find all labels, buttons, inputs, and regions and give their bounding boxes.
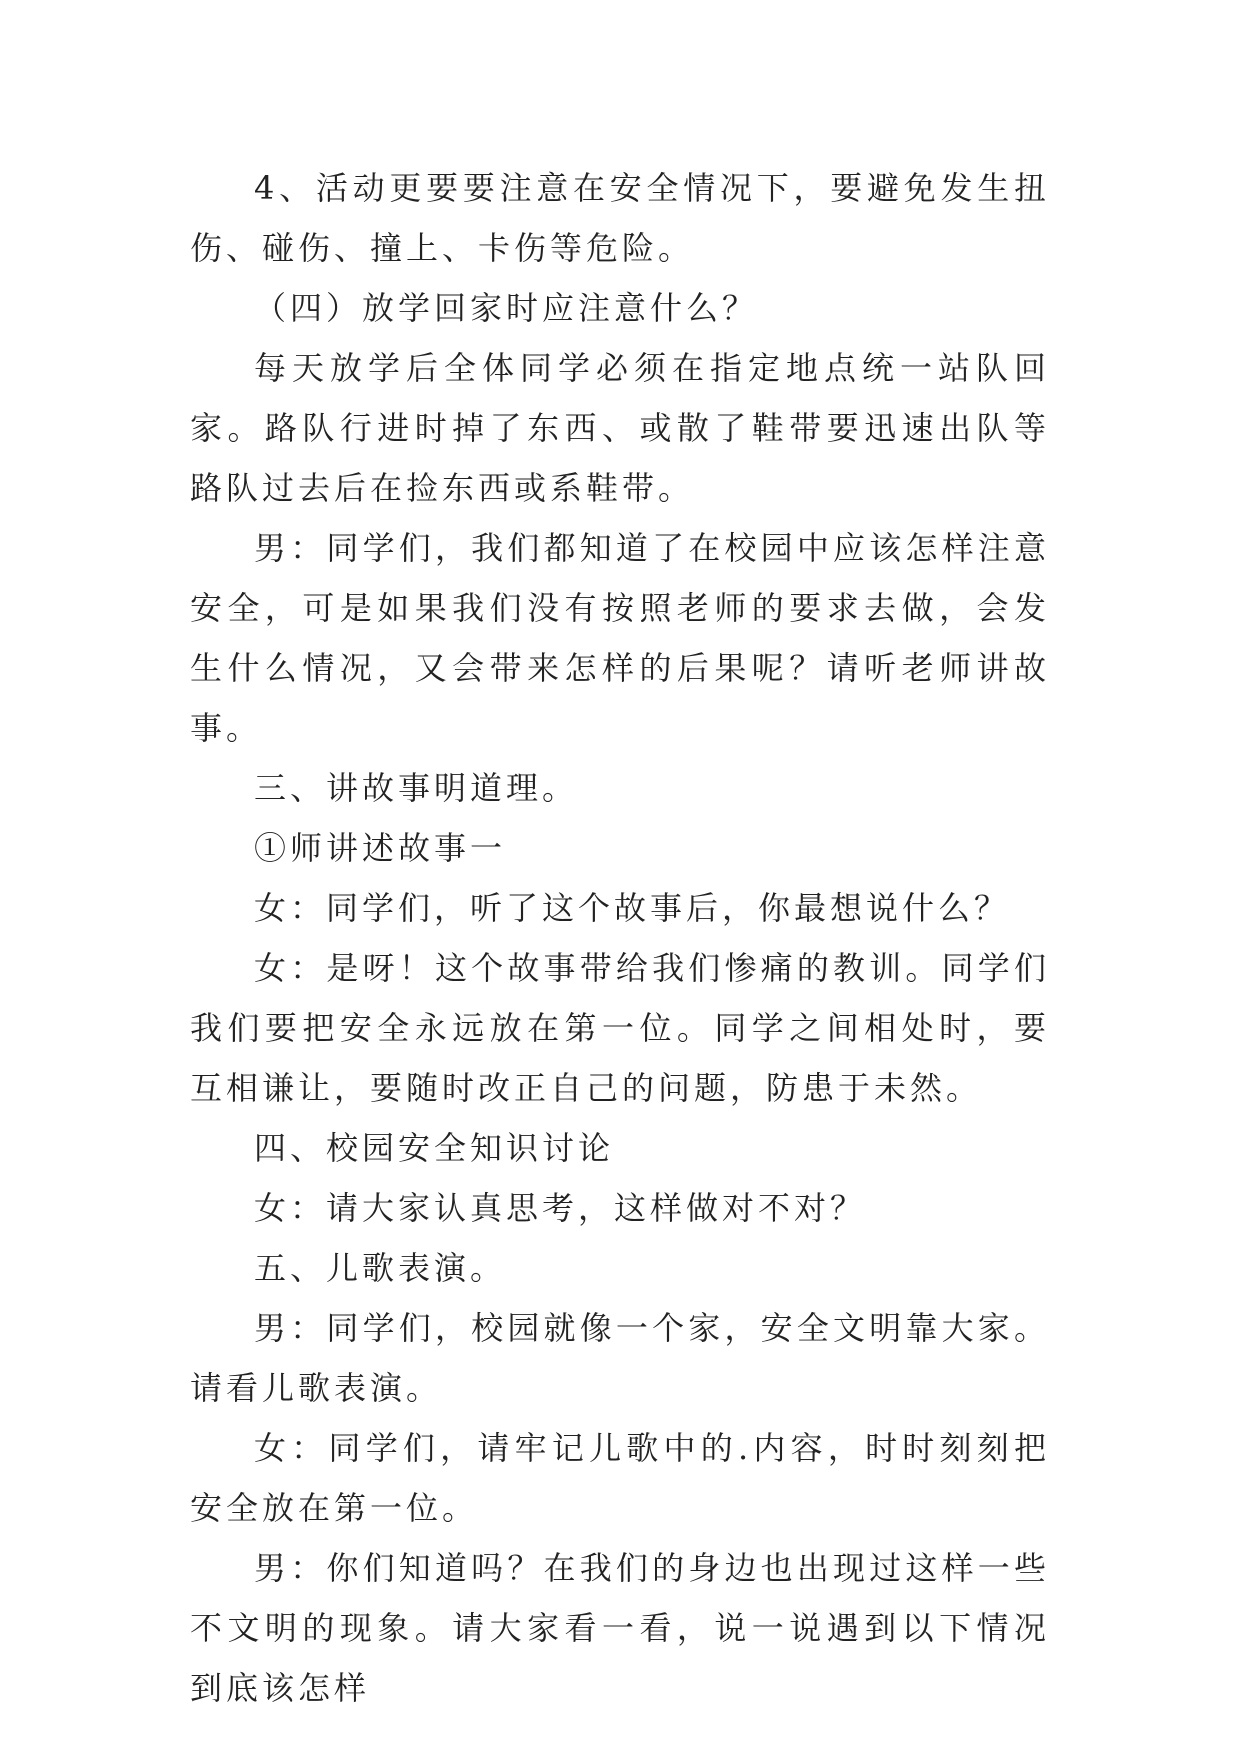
paragraph-activity-safety: 4、活动更要要注意在安全情况下，要避免发生扭伤、碰伤、撞上、卡伤等危险。 xyxy=(190,169,1050,267)
paragraph-female-question: 女：同学们，听了这个故事后，你最想说什么？ xyxy=(254,889,1011,927)
paragraph-male-intro-story: 男：同学们，我们都知道了在校园中应该怎样注意安全，可是如果我们没有按照老师的要求去做，会发生什么情况，又会带来怎样的后果呢？请听老师讲故事。 xyxy=(190,529,1050,747)
section-heading-story: 三、讲故事明道理。 xyxy=(254,769,579,807)
paragraph-female-think: 女：请大家认真思考，这样做对不对？ xyxy=(254,1189,867,1227)
paragraph-male-uncivil: 男：你们知道吗？在我们的身边也出现过这样一些不文明的现象。请大家看一看，说一说遇到以下情况到底该怎样 xyxy=(190,1549,1050,1707)
paragraph-male-song-intro: 男：同学们，校园就像一个家，安全文明靠大家。请看儿歌表演。 xyxy=(190,1309,1050,1407)
section-heading-song: 五、儿歌表演。 xyxy=(254,1249,507,1287)
section-heading-after-school: （四）放学回家时应注意什么？ xyxy=(254,289,759,327)
section-heading-discussion: 四、校园安全知识讨论 xyxy=(254,1129,615,1167)
document-body xyxy=(190,158,1050,1718)
paragraph-after-school-queue: 每天放学后全体同学必须在指定地点统一站队回家。路队行进时掉了东西、或散了鞋带要迅速出队等路队过去后在捡东西或系鞋带。 xyxy=(190,349,1050,507)
paragraph-teacher-story-one: ①师讲述故事一 xyxy=(254,829,507,867)
paragraph-female-song-remember: 女：同学们，请牢记儿歌中的.内容，时时刻刻把安全放在第一位。 xyxy=(190,1429,1050,1527)
paragraph-female-lesson: 女：是呀！这个故事带给我们惨痛的教训。同学们我们要把安全永远放在第一位。同学之间相处时，要互相谦让，要随时改正自己的问题，防患于未然。 xyxy=(190,949,1050,1107)
